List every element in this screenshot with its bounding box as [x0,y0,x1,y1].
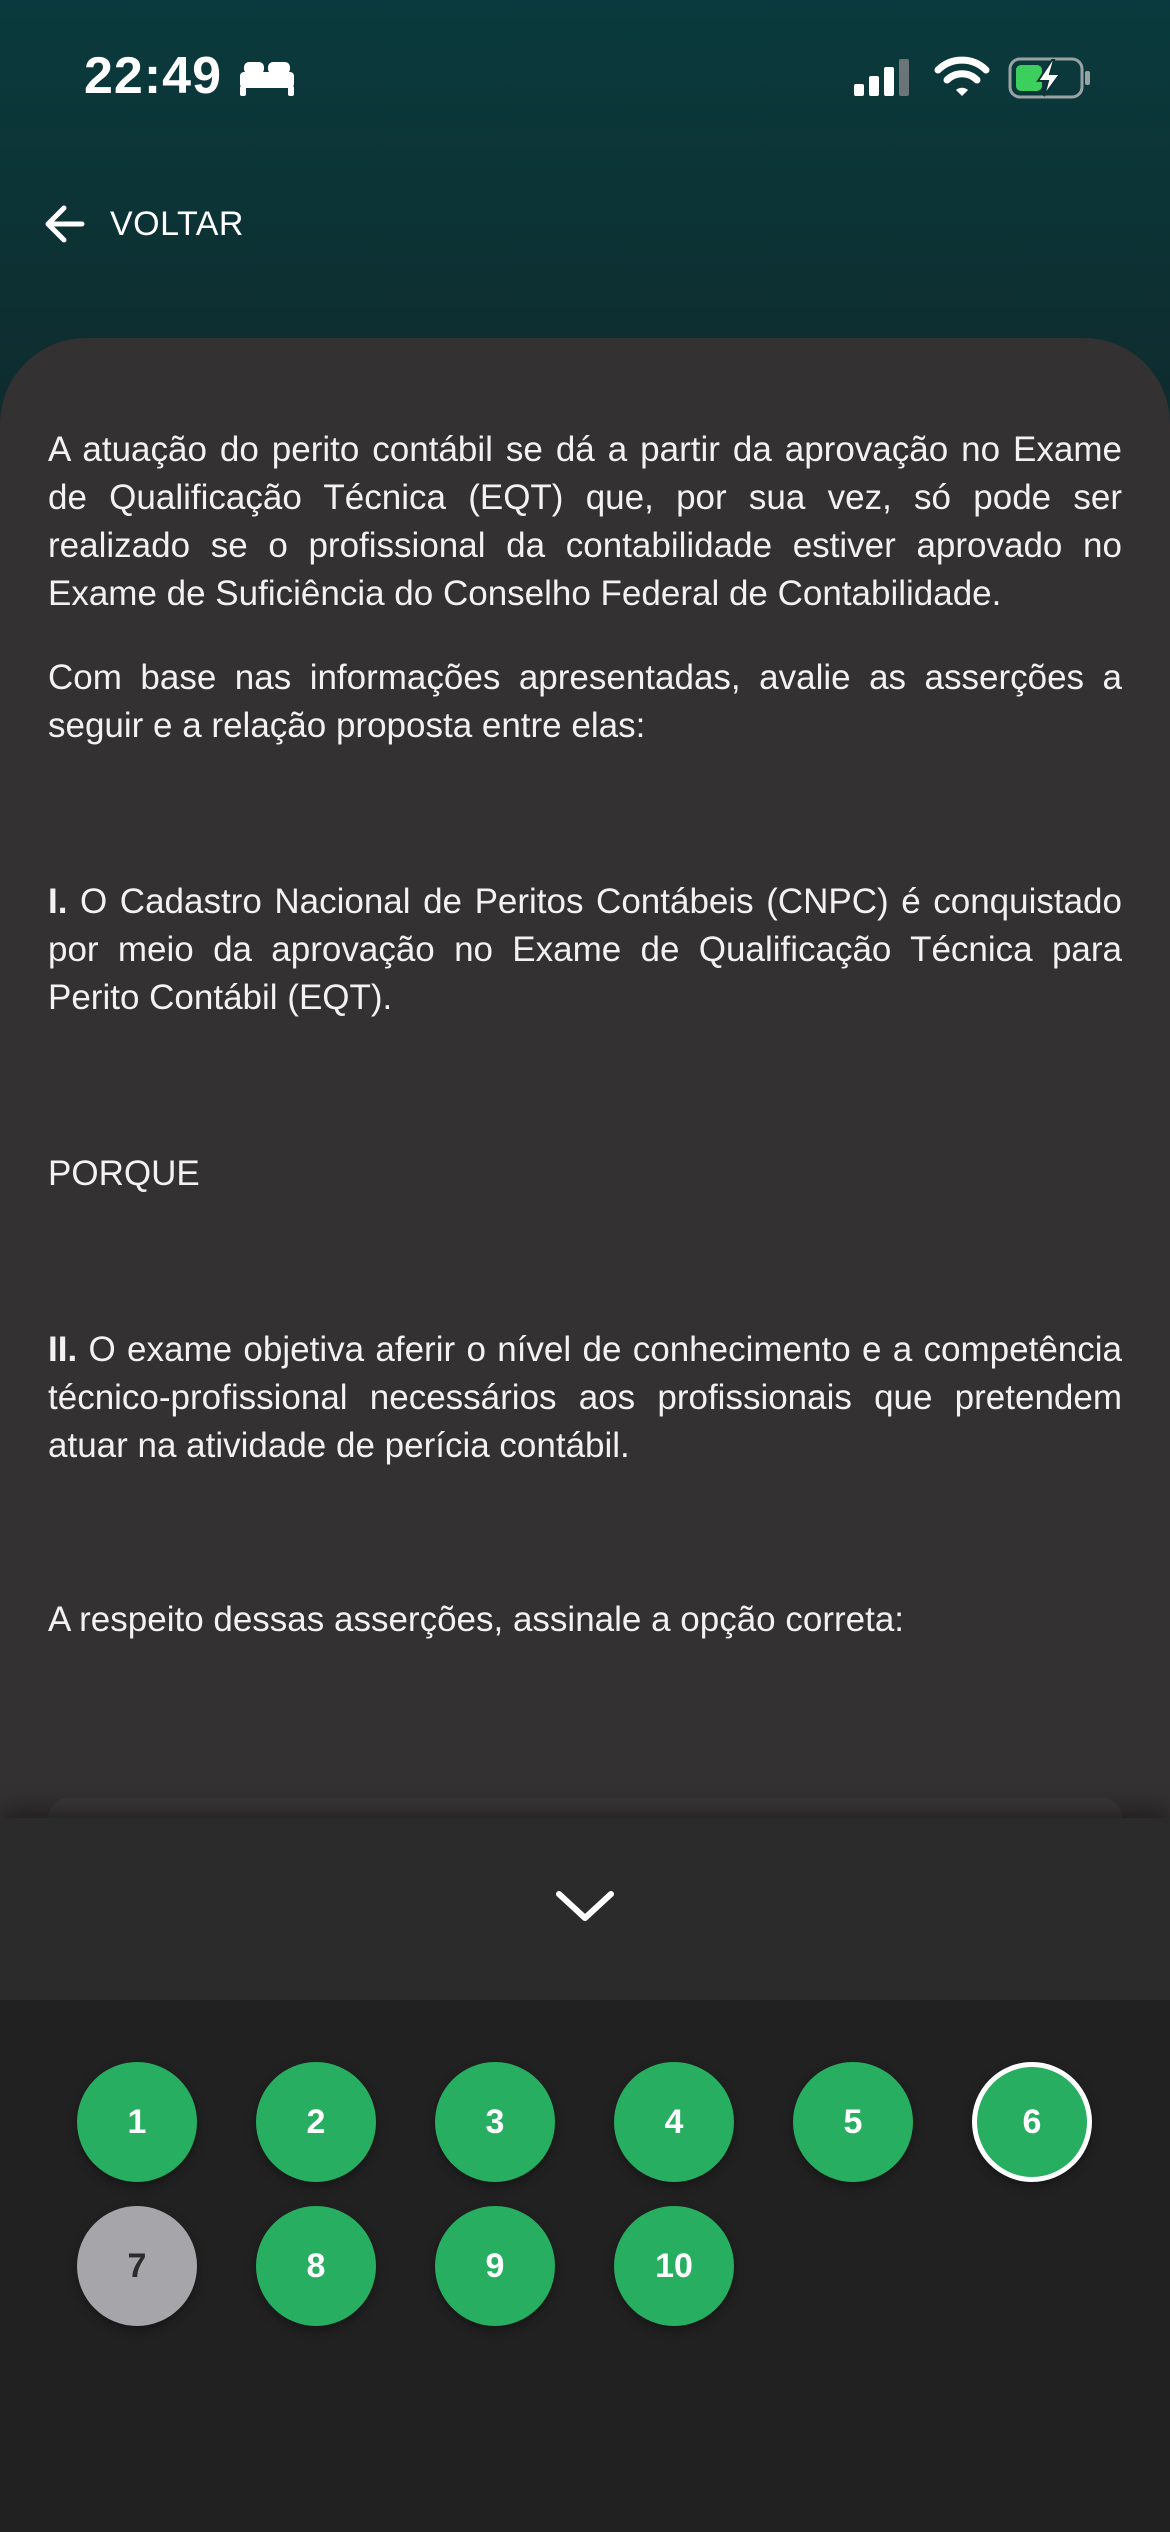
question-button-2[interactable]: 2 [256,2062,376,2182]
question-intro: A atuação do perito contábil se dá a partir da aprovação no Exame de Qualificação Técnica (EQT) que, por sua vez, só pode ser realizado se o profissional da contabilidade estiver aprovado no Exame de Suficiência do Conselho Federal de Contabilidade. [48,430,1122,613]
battery-charging-icon [1008,56,1092,100]
assertion-1-text: O Cadastro Nacional de Peritos Contábeis (CNPC) é conquistado por meio da aprovação no Exame de Qualificação Técnica para Perito Contábil (EQT). [48,882,1122,1017]
assertion-1-marker: I. [48,882,68,921]
question-button-8[interactable]: 8 [256,2206,376,2326]
question-button-4[interactable]: 4 [614,2062,734,2182]
collapse-bar[interactable] [0,1818,1170,2000]
assertion-2-text: O exame objetiva aferir o nível de conhecimento e a competência técnico-profissional necessários aos profissionais que pretendem atuar na atividade de perícia contábil. [48,1330,1122,1465]
wifi-icon [934,54,990,98]
question-button-9[interactable]: 9 [435,2206,555,2326]
arrow-left-icon [40,198,92,250]
back-button[interactable] [40,196,244,252]
question-prompt: Com base nas informações apresentadas, avalie as asserções a seguir e a relação proposta entre elas: [48,658,1122,745]
question-button-1[interactable]: 1 [77,2062,197,2182]
question-button-10[interactable]: 10 [614,2206,734,2326]
chevron-down-icon[interactable] [553,1886,617,1926]
signal-icon [852,58,914,98]
question-navigator-panel [0,1818,1170,2532]
assertion-2 [48,1326,1122,1470]
assertion-2-marker: II. [48,1330,78,1369]
status-bar [0,0,1170,140]
status-time: 22:49 [84,47,222,105]
assertion-1 [48,878,1122,1022]
question-button-5[interactable]: 5 [793,2062,913,2182]
question-instruction: A respeito dessas asserções, assinale a opção correta: [48,1600,905,1639]
assertion-connector: PORQUE [48,1154,200,1193]
question-button-6-current[interactable]: 6 [972,2062,1092,2182]
bed-icon [238,58,296,98]
question-button-3[interactable]: 3 [435,2062,555,2182]
back-label: VOLTAR [110,204,244,243]
question-button-7[interactable]: 7 [77,2206,197,2326]
